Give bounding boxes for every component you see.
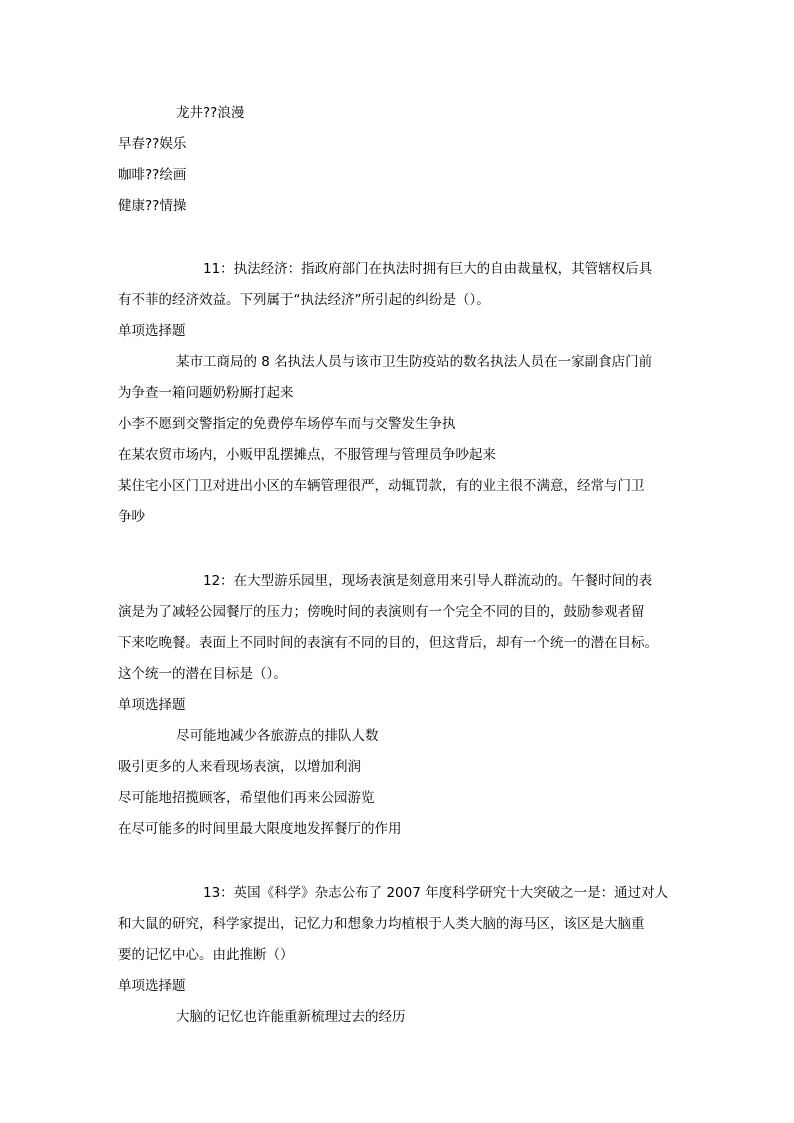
- option-text: 尽可能地招揽顾客，希望他们再来公园游览: [118, 790, 375, 806]
- question-text: 有不菲的经济效益。下列属于“执法经济”所引起的纠纷是（）。: [118, 292, 490, 308]
- option-text: 某住宅小区门卫对进出小区的车辆管理很严，动辄罚款，有的业主很不满意，经常与门卫: [118, 478, 645, 494]
- question-text: 演是为了减轻公园餐厅的压力；傍晚时间的表演则有一个完全不同的目的，鼓励参观者留: [118, 604, 645, 620]
- question-text: 13：英国《科学》杂志公布了 2007 年度科学研究十大突破之一是：通过对人: [203, 885, 669, 901]
- question-text: 12：在大型游乐园里，现场表演是刻意用来引导人群流动的。午餐时间的表: [203, 573, 653, 589]
- option-text: 早春??娱乐: [118, 136, 187, 152]
- option-text: 咖啡??绘画: [118, 167, 187, 183]
- question-text: 这个统一的潜在目标是（）。: [118, 666, 287, 682]
- option-text: 小李不愿到交警指定的免费停车场停车而与交警发生争执: [118, 416, 456, 432]
- option-text: 在某农贸市场内，小贩甲乱摆摊点，不服管理与管理员争吵起来: [118, 447, 496, 463]
- question-text: 和大鼠的研究，科学家提出，记忆力和想象力均植根于人类大脑的海马区，该区是大脑重: [118, 916, 645, 932]
- question-type: 单项选择题: [118, 323, 186, 339]
- option-text: 健康??情操: [118, 198, 187, 214]
- option-text: 大脑的记忆也许能重新梳理过去的经历: [176, 1009, 406, 1025]
- option-text: 尽可能地减少各旅游点的排队人数: [176, 728, 379, 744]
- option-text: 为争查一箱问题奶粉厮打起来: [118, 385, 294, 401]
- question-text: 下来吃晚餐。表面上不同时间的表演有不同的目的，但这背后，却有一个统一的潜在目标。: [118, 635, 658, 651]
- question-type: 单项选择题: [118, 978, 186, 994]
- option-text: 龙井??浪漫: [176, 105, 245, 121]
- option-text: 在尽可能多的时间里最大限度地发挥餐厅的作用: [118, 821, 402, 837]
- question-text: 要的记忆中心。由此推断（）: [118, 947, 294, 963]
- question-text: 11：执法经济：指政府部门在执法时拥有巨大的自由裁量权，其管辖权后具: [203, 261, 653, 277]
- question-type: 单项选择题: [118, 697, 186, 713]
- option-text: 某市工商局的 8 名执法人员与该市卫生防疫站的数名执法人员在一家副食店门前: [176, 354, 653, 370]
- option-text: 争吵: [118, 509, 145, 525]
- option-text: 吸引更多的人来看现场表演，以增加利润: [118, 759, 361, 775]
